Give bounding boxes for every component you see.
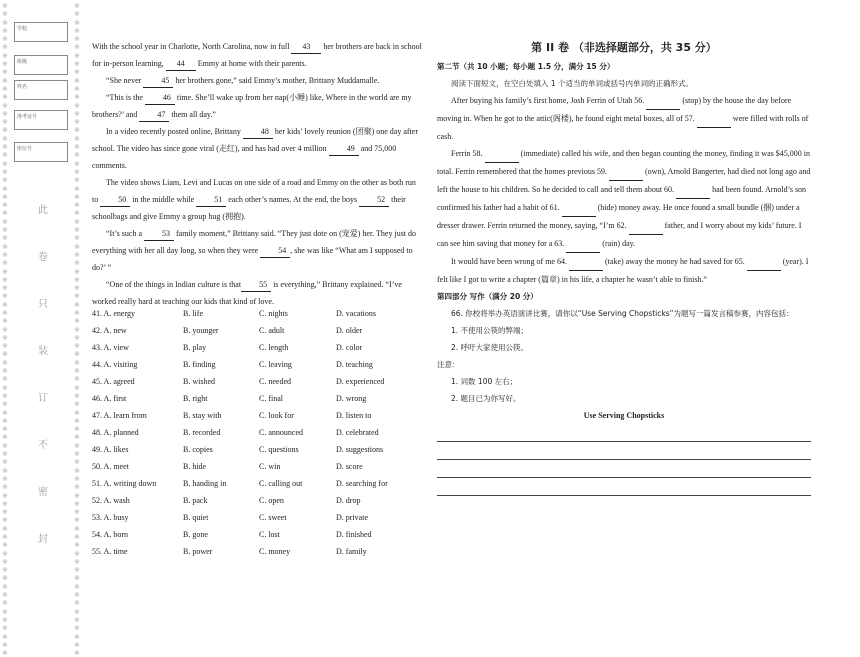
grammar-text: (rain) day. — [600, 239, 636, 248]
option-row — [92, 411, 422, 428]
passage-text: With the school year in Charlotte, North Carolina, now in full — [92, 42, 292, 51]
decorative-border: ※※※※※※※※※※※※※※※※※※※※※※※※※※※※※※※※※※※※※※※※※※※※※※※※※※※※※※※※※※※※※※※※※※※※※※※※※※※※※※※ — [74, 2, 80, 657]
grammar-text: had been found. Arnold’s son confirmed his father had a habit of 61. — [437, 185, 807, 212]
option-choice[interactable]: 44. A. visiting — [92, 360, 138, 369]
grammar-text: Ferrin 58. — [451, 149, 485, 158]
school-field[interactable]: 学校 — [14, 22, 68, 42]
writing-line[interactable] — [437, 478, 811, 496]
option-choice[interactable]: D. drop — [336, 496, 361, 505]
blank-number: 47 — [139, 109, 169, 122]
essay-title: Use Serving Chopsticks — [583, 411, 665, 420]
seal-char: 只 — [38, 299, 48, 310]
option-choice[interactable]: C. leaving — [259, 360, 292, 369]
option-choice[interactable]: 53. A. busy — [92, 513, 129, 522]
option-choice[interactable]: C. lost — [259, 530, 280, 539]
blank-number: 45 — [143, 75, 173, 88]
passage-paragraph — [92, 174, 422, 225]
grammar-paragraph — [437, 92, 811, 145]
instruction: 阅读下面短文，在空白处填入 1 个适当的单词或括号内单词的正确形式。 — [451, 79, 694, 88]
passage-paragraph — [92, 225, 422, 276]
decorative-border: ※※※※※※※※※※※※※※※※※※※※※※※※※※※※※※※※※※※※※※※※※※※※※※※※※※※※※※※※※※※※※※※※※※※※※※※※※※※※※※※ — [2, 2, 8, 657]
passage-text: her brothers gone,” said Emmy’s mother, Brittany Muddamalle. — [173, 76, 380, 85]
content-point: 2. 呼吁大家使用公筷。 — [451, 343, 529, 352]
seal-char: 卷 — [38, 252, 48, 263]
option-choice[interactable]: 54. A. born — [92, 530, 128, 539]
option-choice[interactable]: D. experienced — [336, 377, 385, 386]
cloze-passage — [92, 38, 422, 310]
grammar-text: were filled with rolls of cash. — [437, 114, 809, 141]
passage-paragraph — [92, 276, 422, 310]
passage-text: , she was like “What am I supposed to do?’ ” — [92, 246, 413, 272]
option-row — [92, 462, 422, 479]
option-choice[interactable]: 41. A. energy — [92, 309, 135, 318]
blank-number: 54 — [260, 245, 290, 258]
grammar-text: (immediate) called his wife, and then began counting the money, finding it was $45,000 in total. Ferrin remembered that the homes previous 59. — [437, 149, 810, 176]
blank-number: 55 — [241, 279, 271, 292]
option-choice[interactable]: B. pack — [183, 496, 208, 505]
answer-blank[interactable] — [747, 253, 781, 271]
option-choice[interactable]: 47. A. learn from — [92, 411, 147, 420]
option-choice[interactable]: 52. A. wash — [92, 496, 130, 505]
option-row — [92, 513, 422, 530]
option-choice[interactable]: B. copies — [183, 445, 213, 454]
option-choice[interactable]: B. right — [183, 394, 208, 403]
exam-id-field[interactable]: 准考证号 — [14, 110, 68, 130]
option-choice[interactable]: C. needed — [259, 377, 291, 386]
option-choice[interactable]: D. score — [336, 462, 363, 471]
option-choice[interactable]: D. family — [336, 547, 367, 556]
blank-number: 43 — [291, 41, 321, 54]
option-row — [92, 377, 422, 394]
option-choice[interactable]: D. older — [336, 326, 363, 335]
passage-text: is everything,” Brittany explained. “I’ve worked really hard at teaching our kids that kind of love. — [92, 280, 402, 306]
option-choice[interactable]: C. calling out — [259, 479, 303, 488]
passage-text: time. She’ll wake up from her nap(小睡) like, Where in the world are my brothers?’ and — [92, 93, 412, 119]
seat-number-field[interactable]: 座位号 — [14, 142, 68, 162]
option-choice[interactable]: 45. A. agreed — [92, 377, 135, 386]
writing-heading: 第四部分 写作（满分 20 分） — [437, 292, 538, 301]
class-field[interactable]: 班级 — [14, 55, 68, 75]
answer-blank[interactable] — [697, 110, 731, 128]
option-choice[interactable]: 55. A. time — [92, 547, 128, 556]
option-choice[interactable]: B. power — [183, 547, 213, 556]
part-two-title: 第 II 卷 （非选择题部分，共 35 分） — [531, 41, 717, 54]
answer-blank[interactable] — [676, 181, 710, 199]
option-choice[interactable]: C. win — [259, 462, 281, 471]
option-choice[interactable]: B. wished — [183, 377, 215, 386]
option-row — [92, 479, 422, 496]
blank-number: 50 — [100, 194, 130, 207]
grammar-text: It would have been wrong of me 64. — [451, 257, 569, 266]
option-choice[interactable]: D. private — [336, 513, 368, 522]
option-choice[interactable]: B. life — [183, 309, 203, 318]
option-row — [92, 360, 422, 377]
passage-text: family moment,” Brittany said. “They just dote on (宠爱) her. They just do everything with her all day long, so when they were — [92, 229, 417, 255]
option-row — [92, 530, 422, 547]
option-choice[interactable]: B. younger — [183, 326, 219, 335]
passage-text: her brothers are back in school for in-person learning, — [92, 42, 422, 68]
writing-line[interactable] — [437, 442, 811, 460]
answer-blank[interactable] — [562, 199, 596, 217]
option-choice[interactable]: D. teaching — [336, 360, 373, 369]
passage-text: In a video recently posted online, Brittany — [106, 127, 243, 136]
option-choice[interactable]: B. play — [183, 343, 207, 352]
passage-text: her kids’ lovely reunion (团聚) one day after school. The video has since gone viral (走红), and has had over 4 million — [92, 127, 418, 153]
option-choice[interactable]: D. listen to — [336, 411, 372, 420]
seal-char: 装 — [38, 346, 48, 357]
blank-number: 46 — [145, 92, 175, 105]
grammar-paragraph — [437, 253, 811, 288]
blank-number: 48 — [243, 126, 273, 139]
option-choice[interactable]: B. gone — [183, 530, 208, 539]
passage-text: “One of the things in Indian culture is that — [106, 280, 242, 289]
option-choice[interactable]: B. quiet — [183, 513, 209, 522]
option-choice[interactable]: C. open — [259, 496, 284, 505]
passage-text: them all day.” — [169, 110, 216, 119]
option-row — [92, 394, 422, 411]
answer-blank[interactable] — [569, 253, 603, 271]
grammar-text: (hide) money away. He once found a small bundle (捆) under a dresser drawer. Ferrin returned the money, saying, “I’m 62. — [437, 203, 800, 230]
options-list — [92, 309, 422, 564]
option-choice[interactable]: 43. A. view — [92, 343, 129, 352]
passage-text: “It’s such a — [106, 229, 144, 238]
option-choice[interactable]: 51. A. writing down — [92, 479, 157, 488]
answer-blank[interactable] — [485, 145, 519, 163]
writing-line[interactable] — [437, 460, 811, 478]
passage-paragraph — [92, 89, 422, 123]
option-choice[interactable]: C. nights — [259, 309, 288, 318]
option-choice[interactable]: C. money — [259, 547, 291, 556]
passage-text: “She never — [106, 76, 144, 85]
note-item: 2. 题目已为你写好。 — [451, 394, 521, 403]
passage-text: Emmy at home with their parents. — [195, 59, 307, 68]
answer-blank[interactable] — [609, 163, 643, 181]
option-choice[interactable]: C. questions — [259, 445, 299, 454]
passage-text: in the middle while — [130, 195, 197, 204]
option-choice[interactable]: C. length — [259, 343, 289, 352]
option-choice[interactable]: 46. A. first — [92, 394, 127, 403]
option-choice[interactable]: D. wrong — [336, 394, 367, 403]
option-choice[interactable]: 50. A. meet — [92, 462, 129, 471]
option-choice[interactable]: B. stay with — [183, 411, 222, 420]
blank-number: 49 — [329, 143, 359, 156]
option-row — [92, 326, 422, 343]
seal-char: 此 — [38, 205, 48, 216]
blank-number: 44 — [166, 58, 196, 71]
option-row — [92, 547, 422, 564]
option-choice[interactable]: D. color — [336, 343, 363, 352]
option-choice[interactable]: B. handing in — [183, 479, 227, 488]
note-item: 1. 词数 100 左右； — [451, 377, 518, 386]
name-field[interactable]: 姓名 — [14, 80, 68, 100]
option-choice[interactable]: 48. A. planned — [92, 428, 139, 437]
seal-char: 订 — [38, 393, 48, 404]
option-row — [92, 343, 422, 360]
part-two — [437, 38, 811, 496]
passage-text: their schoolbags and give Emmy a group hug (拥抱). — [92, 195, 406, 221]
option-choice[interactable]: C. announced — [259, 428, 303, 437]
grammar-text: (take) away the money he had saved for 65. — [602, 257, 747, 266]
option-choice[interactable]: D. finished — [336, 530, 372, 539]
option-row — [92, 445, 422, 462]
section-heading: 第二节（共 10 小题；每小题 1.5 分，满分 15 分） — [437, 62, 615, 71]
binding-strip — [0, 0, 82, 657]
option-row — [92, 428, 422, 445]
seal-char: 封 — [38, 534, 48, 545]
passage-text: “This is the — [106, 93, 145, 102]
option-choice[interactable]: D. vacations — [336, 309, 376, 318]
passage-text: The video shows Liam, Levi and Lucas on one side of a road and Emmy on the other as both run to — [92, 178, 416, 204]
grammar-text: (stop) by the house the day before moving in. When he got to the attic(阁楼), he found eight metal boxes, all of 57. — [437, 96, 792, 123]
option-choice[interactable]: D. suggestions — [336, 445, 384, 454]
grammar-passage — [437, 92, 811, 288]
blank-number: 52 — [359, 194, 389, 207]
option-choice[interactable]: D. searching for — [336, 479, 388, 488]
option-choice[interactable]: C. adult — [259, 326, 285, 335]
option-choice[interactable]: B. hide — [183, 462, 207, 471]
option-choice[interactable]: 49. A. likes — [92, 445, 129, 454]
option-choice[interactable]: 42. A. new — [92, 326, 127, 335]
option-choice[interactable]: B. finding — [183, 360, 216, 369]
passage-paragraph — [92, 123, 422, 174]
passage-text: and 75,000 comments. — [92, 144, 397, 170]
seal-char: 密 — [38, 487, 48, 498]
content-point: 1. 不使用公筷的弊端； — [451, 326, 529, 335]
grammar-text: (year). I felt like I got to write a chapter (篇章) in his life, a chapter he wasn’t able to finish.” — [437, 257, 809, 284]
option-row — [92, 496, 422, 513]
passage-text: each other’s names. At the end, the boys — [226, 195, 360, 204]
passage-paragraph — [92, 38, 422, 72]
option-choice[interactable]: C. final — [259, 394, 283, 403]
writing-prompt: 66. 你校将举办英语演讲比赛，请你以“Use Serving Chopsticks”为题写一篇发言稿参赛，内容包括： — [451, 309, 794, 318]
answer-blank[interactable] — [629, 217, 663, 235]
blank-number: 51 — [196, 194, 226, 207]
answer-blank[interactable] — [646, 92, 680, 110]
grammar-text: (own), Arnold Bangerter, had died not long ago and left the house to his children. So he decided to call and tell them about 60. — [437, 167, 811, 194]
answer-blank[interactable] — [566, 235, 600, 253]
option-choice[interactable]: D. celebrated — [336, 428, 379, 437]
grammar-text: father, and I worry about my kids’ future. I can see him saving that money for a 63. — [437, 221, 802, 248]
notes-label: 注意： — [437, 360, 460, 369]
option-choice[interactable]: C. sweet — [259, 513, 287, 522]
writing-line[interactable] — [437, 424, 811, 442]
blank-number: 53 — [144, 228, 174, 241]
option-choice[interactable]: C. look for — [259, 411, 294, 420]
grammar-text: After buying his family’s first home, Josh Ferrin of Utah 56. — [451, 96, 647, 105]
passage-paragraph — [92, 72, 422, 89]
seal-char: 不 — [38, 440, 48, 451]
option-row — [92, 309, 422, 326]
option-choice[interactable]: B. recorded — [183, 428, 221, 437]
grammar-paragraph — [437, 145, 811, 253]
